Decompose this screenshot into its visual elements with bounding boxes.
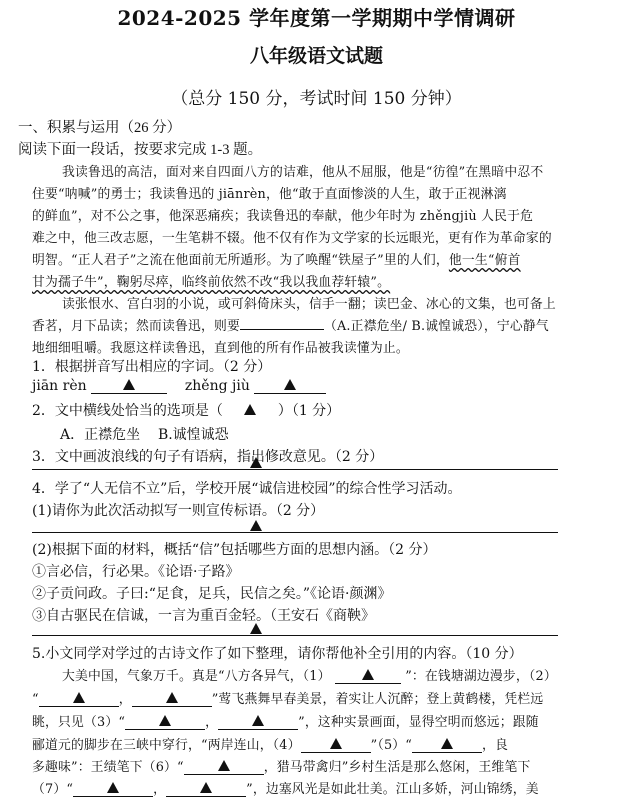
- exam-title: 2024-2025 学年度第一学期期中学情调研: [117, 6, 516, 30]
- passage-text: 多趣味”：王绩笔下（6）“: [32, 760, 184, 775]
- answer-blank[interactable]: [301, 738, 371, 753]
- passage-line: [32, 734, 508, 753]
- triangle-marker-icon: [284, 379, 296, 390]
- answer-blank[interactable]: [125, 715, 205, 730]
- triangle-marker-icon: [166, 692, 178, 703]
- passage-text: “: [32, 692, 39, 707]
- passage-text: 香茗，月下品读；然而读鲁迅，则要: [32, 319, 240, 334]
- passage-line: [62, 665, 557, 684]
- material-1: ①言必信，行必果。《论语·子路》: [32, 564, 240, 580]
- triangle-marker-icon: [252, 715, 264, 726]
- passage-text: （A.正襟危坐/ B.诚惶诚恐），宁心静气: [323, 319, 549, 334]
- question-4-sub1: (1)请你为此次活动拟写一则宣传标语。（2 分）: [32, 503, 325, 519]
- triangle-marker-icon: [123, 379, 135, 390]
- passage-line: [32, 711, 539, 730]
- triangle-marker-icon: [250, 457, 262, 468]
- section-instruction: 阅读下面一段话，按要求完成 1-3 题。: [18, 142, 263, 158]
- answer-slot[interactable]: [227, 403, 273, 419]
- question-4-sub2: (2)根据下面的材料，概括“信”包括哪些方面的思想内涵。（2 分）: [32, 542, 437, 558]
- triangle-marker-icon: [250, 520, 262, 531]
- question-5: 5.小文同学对学过的古诗文作了如下整理，请你帮他补全引用的内容。（10 分）: [32, 646, 523, 662]
- passage-line: 地细细咀嚼。我愿这样读鲁迅，直到他的所有作品被我读懂为止。: [32, 341, 409, 356]
- option-a: A．正襟危坐: [60, 427, 141, 443]
- passage-text: 大美中国，气象万千。真是“八方各异气，（1）: [62, 669, 331, 684]
- passage-text: （7）“: [32, 782, 74, 797]
- passage-line: [32, 315, 549, 334]
- answer-blank[interactable]: [91, 379, 167, 394]
- triangle-marker-icon: [107, 782, 119, 793]
- passage-line: [32, 271, 390, 290]
- triangle-marker-icon: [362, 669, 374, 680]
- passage-text: ”：在钱塘湖边漫步，（2）: [405, 669, 557, 684]
- answer-blank[interactable]: [166, 782, 246, 797]
- exam-subtitle: 八年级语文试题: [249, 45, 383, 67]
- answer-line[interactable]: [32, 635, 558, 636]
- passage-text: ”，这种实景画面，显得空明而悠远；跟随: [298, 715, 539, 730]
- passage-text: 明智。“正人君子”之流在他面前无所遁形。为了唤醒“铁屋子”里的人们，: [32, 253, 449, 268]
- material-2: ②子贡问政。子曰:“足食，足兵，民信之矣。”《论语·颜渊》: [32, 586, 392, 602]
- passage-line: [32, 756, 530, 775]
- triangle-marker-icon: [218, 760, 230, 771]
- wavy-sentence: 甘为孺子牛”，鞠躬尽瘁，临终前依然不改“我以我血荐轩辕”。: [32, 275, 391, 290]
- triangle-marker-icon: [250, 623, 262, 634]
- pinyin: jiān rèn: [32, 378, 87, 394]
- passage-text: ，良: [482, 738, 509, 753]
- passage-text: ，猎马带禽归”乡村生活是那么悠闲，王维笔下: [263, 760, 531, 775]
- passage-text: ，: [205, 715, 219, 730]
- pinyin: zhěng jiù: [184, 378, 250, 394]
- passage-line: 难之中，他三改志愿，一生笔耕不辍。他不仅有作为文学家的长远眼光，更有作为革命家的: [32, 231, 552, 246]
- question-4: 4．学了“人无信不立”后，学校开展“诚信进校园”的综合性学习活动。: [32, 481, 462, 497]
- option-b: B.诚惶诚恐: [157, 427, 229, 443]
- passage-line: [32, 249, 521, 268]
- wavy-sentence: 他一生“俯首: [448, 253, 521, 268]
- passage-line: 读张恨水、宫白羽的小说，或可斜倚床头，信手一翻；读巴金、冰心的文集，也可备上: [62, 297, 556, 312]
- passage-text: ，: [118, 692, 132, 707]
- question-2: [32, 400, 340, 420]
- triangle-marker-icon: [73, 692, 85, 703]
- passage-line: [32, 688, 543, 707]
- answer-blank[interactable]: [335, 669, 401, 684]
- passage-text: ”莺飞燕舞早春美景，着实让人沉醉；登上黄鹤楼，凭栏远: [211, 692, 544, 707]
- question-text: 2．文中横线处恰当的选项是（: [32, 403, 223, 419]
- passage-line: 住要“呐喊”的勇士；我读鲁迅的 jiānrèn，他“敢于直面惨淡的人生，敢于正视淋漓: [32, 187, 507, 202]
- answer-blank[interactable]: [254, 379, 326, 394]
- passage-line: 我读鲁迅的高洁，面对来自四面八方的诘难，他从不屈服，他是“彷徨”在黑暗中忍不: [62, 165, 544, 180]
- question-2-options: [60, 424, 229, 444]
- triangle-marker-icon: [441, 738, 453, 749]
- answer-line[interactable]: [32, 532, 558, 533]
- triangle-marker-icon: [330, 738, 342, 749]
- section-heading: 一、积累与运用（26 分）: [18, 120, 182, 136]
- question-text: ）（1 分）: [277, 403, 341, 419]
- answer-blank[interactable]: [73, 782, 153, 797]
- passage-text: ”（5）“: [370, 738, 413, 753]
- passage-line: 的鲜血”，对不公之事，他深恶痛疾；我读鲁迅的奉献，他少年时为 zhěngjiù 人民于危: [32, 209, 534, 224]
- triangle-marker-icon: [200, 782, 212, 793]
- passage-text: 眺，只见（3）“: [32, 715, 126, 730]
- answer-blank[interactable]: [240, 315, 324, 330]
- answer-line[interactable]: [32, 469, 558, 470]
- score-info: （总分 150 分，考试时间 150 分钟）: [171, 89, 462, 109]
- question-3: 3．文中画波浪线的句子有语病，指出修改意见。（2 分）: [32, 449, 384, 465]
- passage-line: [32, 778, 539, 797]
- answer-blank[interactable]: [132, 692, 212, 707]
- triangle-marker-icon: [244, 404, 256, 415]
- triangle-marker-icon: [159, 715, 171, 726]
- question-1: 1．根据拼音写出相应的字词。（2 分）: [32, 359, 272, 375]
- answer-blank[interactable]: [184, 760, 264, 775]
- passage-text: 郦道元的脚步在三峡中穿行，“两岸连山，（4）: [32, 738, 301, 753]
- passage-text: ”，边塞风光是如此壮美。江山多娇，河山锦绣，美: [246, 782, 539, 797]
- answer-blank[interactable]: [218, 715, 298, 730]
- question-1-answers: [32, 378, 326, 394]
- material-3: ③自古驱民在信诚，一言为重百金轻。（王安石《商鞅》: [32, 608, 375, 624]
- answer-blank[interactable]: [412, 738, 482, 753]
- answer-blank[interactable]: [39, 692, 119, 707]
- passage-text: ，: [153, 782, 167, 797]
